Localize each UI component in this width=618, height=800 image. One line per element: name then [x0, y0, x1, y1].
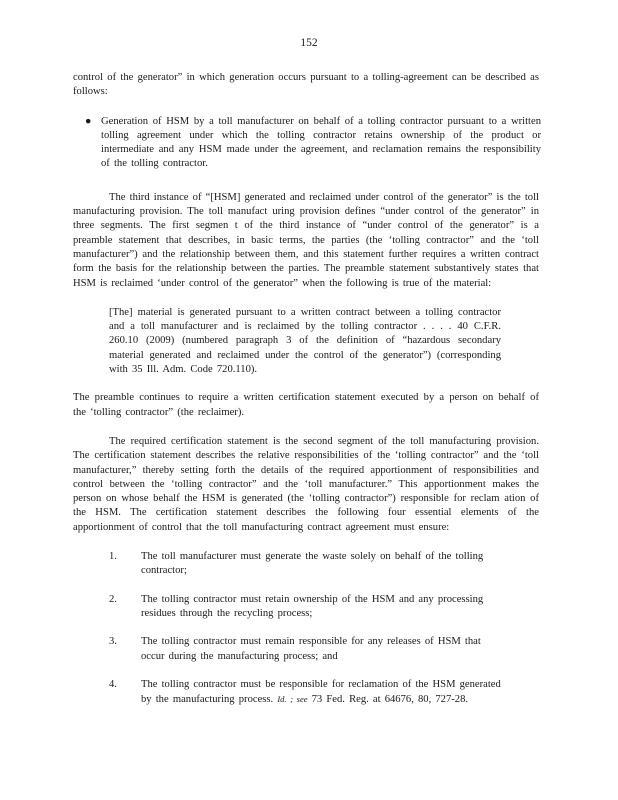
third-instance-paragraph: The third instance of “[HSM] generated and reclaimed under control of the generator” is the toll manufacturing provision. The toll manufact uring provision defines “under control of the generator” in three segments. The first segmen t of the third instance of “under control of the generator” is a preamble statement that describes, in basic terms, the parties (the ‘tolling contractor” and the ‘toll manufacturer”) and the relationship between them, and this statement further requires a written contract form the basis for the relationship between the parties. The preamble statement substantively states that HSM is reclaimed ‘under control of the generator” when the following is true of the material: — [73, 191, 539, 289]
citation-text: 73 Fed. Reg. at 64676, 80, 727-28. — [307, 694, 469, 706]
list-text: The tolling contractor must retain ownership of the HSM and any processing residues through the recycling process; — [141, 593, 484, 619]
list-text: The toll manufacturer must generate the waste solely on behalf of the tolling contractor; — [141, 551, 484, 577]
preamble-paragraph: The preamble continues to require a written certification statement executed by a person on behalf of the ‘tolling contractor” (the reclaimer). — [73, 392, 539, 418]
elements-list — [73, 550, 539, 707]
block-quote: [The] material is generated pursuant to a written contract between a tolling contractor and a toll manufacturer and is reclaimed by the tolling contractor . . . . 40 C.F.R. 260.10 (2009) (numbered paragraph 3 of the definition of “hazardous secondary material generated and reclaimed under the control of the generator”) (corresponding with 35 Ill. Adm. Code 720.110). — [109, 306, 501, 376]
list-number: 2. — [109, 593, 117, 605]
page-number: 152 — [300, 37, 318, 49]
list-number: 1. — [109, 551, 117, 563]
list-number: 4. — [109, 678, 117, 690]
certification-paragraph: The required certification statement is the second segment of the toll manufacturing provision. The certification statement describes the relative responsibilities of the ‘tolling contractor” and the ‘toll manufacturer,” thereby setting forth the details of the required apportionment of responsibilities and control between the ‘tolling contractor” and the ‘toll manufacturer.” This apportionment makes the person on whose behalf the HSM is generated (the ‘tolling contractor”) responsible for reclam ation of the HSM. The certification statement describes the following four essential elements of the apportionment of control that the toll manufacturing contract agreement must ensure: — [73, 435, 539, 533]
list-number: 3. — [109, 636, 117, 648]
list-item — [109, 550, 507, 579]
list-text: The tolling contractor must remain responsible for any releases of HSM that occur during the manufacturing process; and — [141, 636, 481, 662]
list-text-with-citation — [141, 678, 507, 708]
document-body — [73, 71, 539, 721]
list-item — [109, 635, 507, 664]
bullet-dot-icon: ● — [85, 115, 92, 127]
list-item — [109, 678, 507, 708]
bullet-item — [85, 115, 541, 172]
list-text: The tolling contractor must be responsible for reclamation of the HSM generated by the manufacturing process. — [141, 678, 501, 706]
bullet-text: Generation of HSM by a toll manufacturer on behalf of a tolling contractor pursuant to a written tolling agreement under which the tolling contractor retains ownership of the product or intermediate and any HSM made under the agreement, and reclamation remains the responsibility of the tolling contractor. — [101, 115, 541, 170]
intro-paragraph: control of the generator” in which generation occurs pursuant to a tolling-agreement can be described as follows: — [73, 72, 539, 98]
list-item — [109, 593, 507, 622]
citation-italic: Id. ; see — [277, 694, 308, 705]
